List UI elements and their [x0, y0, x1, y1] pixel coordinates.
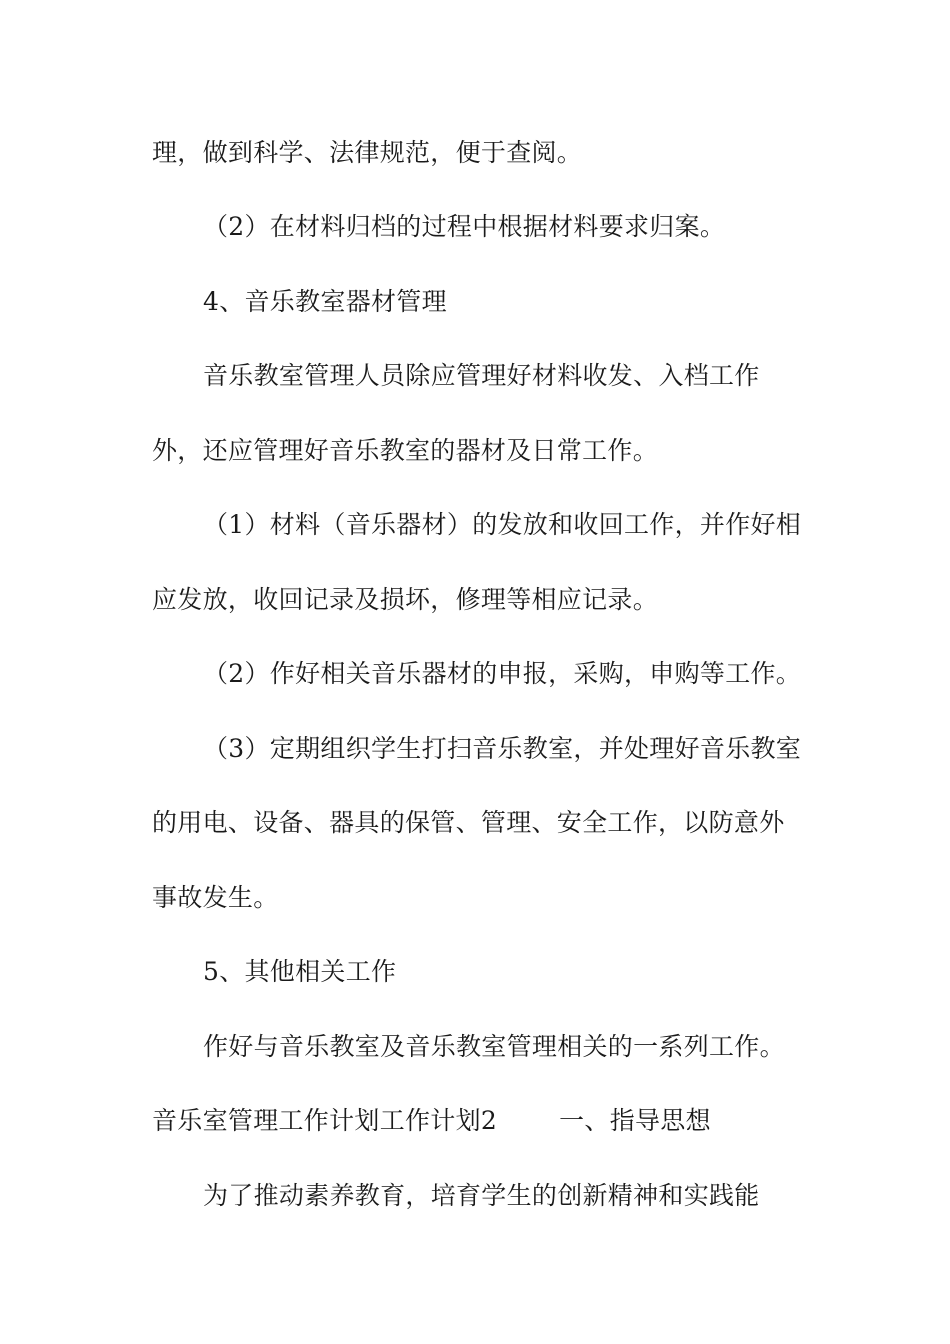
paragraph-line: （1）材料（音乐器材）的发放和收回工作，并作好相 — [203, 510, 802, 539]
section-heading: 4、音乐教室器材管理 — [203, 287, 447, 316]
section-heading: 5、其他相关工作 — [203, 957, 397, 986]
section-heading: 一、指导思想 — [559, 1106, 711, 1135]
paragraph-line: 的用电、设备、器具的保管、管理、安全工作，以防意外 — [152, 808, 785, 837]
paragraph-line: （3）定期组织学生打扫音乐教室，并处理好音乐教室 — [203, 734, 802, 763]
paragraph-line: （2）作好相关音乐器材的申报，采购，申购等工作。 — [203, 659, 802, 688]
paragraph-line: 理，做到科学、法律规范，便于查阅。 — [152, 138, 583, 167]
paragraph-line: 作好与音乐教室及音乐教室管理相关的一系列工作。 — [203, 1032, 785, 1061]
plan-title-line — [152, 1101, 832, 1141]
paragraph-line: 外，还应管理好音乐教室的器材及日常工作。 — [152, 436, 659, 465]
paragraph-line: 事故发生。 — [152, 883, 279, 912]
paragraph-line: 音乐教室管理人员除应管理好材料收发、入档工作 — [203, 361, 760, 390]
paragraph-line: 应发放，收回记录及损坏，修理等相应记录。 — [152, 585, 659, 614]
paragraph-line: （2）在材料归档的过程中根据材料要求归案。 — [203, 212, 726, 241]
plan-title: 音乐室管理工作计划工作计划2 — [152, 1106, 498, 1135]
paragraph-line: 为了推动素养教育，培育学生的创新精神和实践能 — [203, 1181, 760, 1210]
